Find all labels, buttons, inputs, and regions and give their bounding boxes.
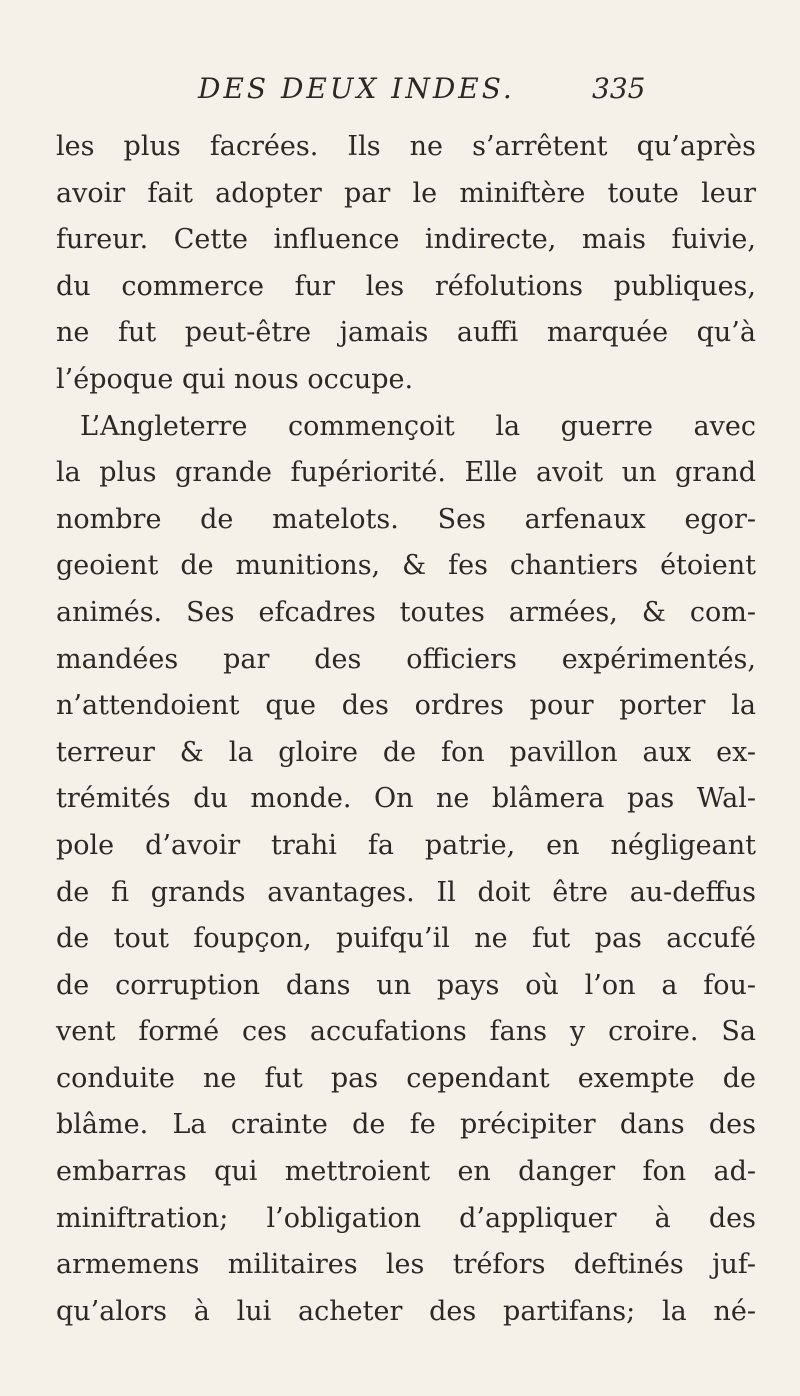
text-line: geoient de munitions, & fes chantiers étoient	[56, 550, 756, 582]
text-line: trémités du monde. On ne blâmera pas Wal-	[56, 783, 756, 815]
text-line: embarras qui mettroient en danger fon ad-	[56, 1156, 756, 1188]
text-line: du commerce fur les réfolutions publiques,	[56, 270, 756, 302]
text-line: animés. Ses efcadres toutes armées, & com-	[56, 596, 756, 628]
text-line: mandées par des officiers expérimentés,	[56, 643, 756, 675]
text-line: les plus facrées. Ils ne s’arrêtent qu’après	[56, 131, 756, 162]
text-line: n’attendoient que des ordres pour porter la	[56, 690, 756, 722]
text-line: de tout foupçon, puifqu’il ne fut pas accufé	[56, 923, 756, 955]
running-title: DES DEUX INDES.	[198, 72, 515, 105]
text-line: la plus grande fupériorité. Elle avoit un grand	[56, 457, 756, 489]
text-line: fureur. Cette influence indirecte, mais fuivie,	[56, 224, 756, 256]
text-line: nombre de matelots. Ses arfenaux egor-	[56, 503, 756, 535]
text-line: avoir fait adopter par le miniftère toute leur	[56, 177, 756, 209]
text-line: blâme. La crainte de fe précipiter dans des	[56, 1109, 756, 1141]
running-header	[198, 72, 718, 112]
text-line: armemens militaires les tréfors deftinés juf-	[56, 1249, 756, 1281]
text-line: l’époque qui nous occupe.	[56, 363, 414, 395]
page-number: 335	[592, 72, 646, 105]
text-line: qu’alors à lui acheter des partifans; la né-	[56, 1295, 756, 1327]
body-text	[56, 124, 756, 1335]
text-line: ne fut peut-être jamais auffi marquée qu’à	[56, 317, 756, 349]
text-line: L’Angleterre commençoit la guerre avec	[80, 410, 756, 442]
text-line: de fi grands avantages. Il doit être au-deffus	[56, 876, 756, 908]
text-line: conduite ne fut pas cependant exempte de	[56, 1062, 756, 1094]
text-line: de corruption dans un pays où l’on a fou-	[56, 969, 756, 1001]
text-line: terreur & la gloire de fon pavillon aux ex-	[56, 736, 756, 768]
text-line: pole d’avoir trahi fa patrie, en négligeant	[56, 829, 756, 861]
text-line: miniftration; l’obligation d’appliquer à des	[56, 1202, 756, 1234]
text-line: vent formé ces accufations fans y croire. Sa	[56, 1016, 756, 1048]
